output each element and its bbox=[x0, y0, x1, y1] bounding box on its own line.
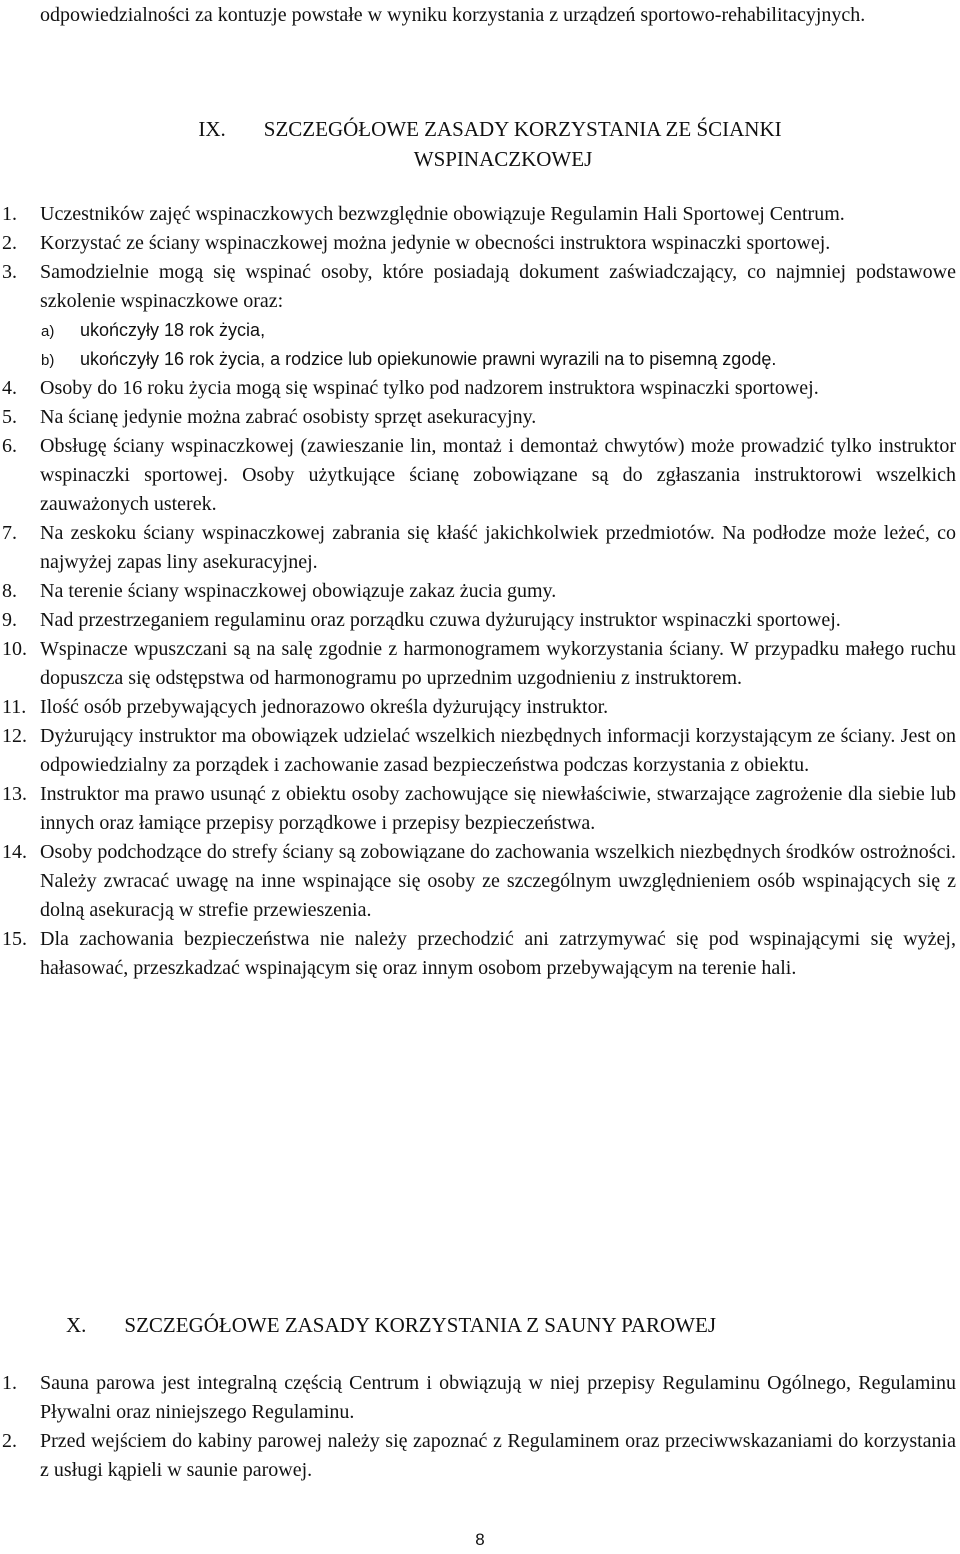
item-number: 15. bbox=[2, 928, 27, 950]
item-number: 8. bbox=[2, 580, 17, 602]
item-text: Uczestników zajęć wspinaczkowych bezwzględnie obowiązuje Regulamin Hali Sportowej Centrum. bbox=[40, 203, 845, 225]
item-number: 5. bbox=[2, 406, 17, 428]
section-9-list bbox=[2, 200, 956, 983]
item-text: Na terenie ściany wspinaczkowej obowiązuje zakaz żucia gumy. bbox=[40, 580, 557, 602]
section-10-list bbox=[2, 1369, 956, 1485]
list-item bbox=[2, 1427, 956, 1485]
list-item bbox=[2, 229, 956, 258]
list-item bbox=[2, 838, 956, 925]
intro-paragraph bbox=[40, 1, 956, 30]
sub-item-letter: a) bbox=[41, 323, 55, 340]
item-number: 10. bbox=[2, 638, 27, 660]
section-9-heading bbox=[100, 114, 880, 174]
section-10-heading bbox=[60, 1310, 920, 1340]
list-item bbox=[2, 403, 956, 432]
item-number: 2. bbox=[2, 232, 17, 254]
item-text: Obsługę ściany wspinaczkowej (zawieszanie lin, montaż i demontaż chwytów) może prowadzić tylko instruktor wspinaczki sportowej. Osoby użytkujące ścianę zobowiązane są do zgłaszania instruktorowi wszelkich zauważonych usterek. bbox=[40, 435, 956, 515]
section-9-number: IX. bbox=[198, 117, 226, 141]
sub-list bbox=[40, 316, 956, 374]
intro-text: odpowiedzialności za kontuzje powstałe w wyniku korzystania z urządzeń sportowo-rehabilitacyjnych. bbox=[40, 4, 866, 26]
item-number: 12. bbox=[2, 725, 27, 747]
sub-list-item bbox=[41, 316, 956, 345]
item-text: Ilość osób przebywających jednorazowo określa dyżurujący instruktor. bbox=[40, 696, 609, 718]
page-number: 8 bbox=[475, 1530, 485, 1549]
item-number: 2. bbox=[2, 1430, 17, 1452]
item-number: 9. bbox=[2, 609, 17, 631]
list-item bbox=[2, 519, 956, 577]
item-text: Wspinacze wpuszczani są na salę zgodnie z harmonogramem wykorzystania ściany. W przypadku małego ruchu dopuszcza się odstępstwa od harmonogramu po uprzednim uzgodnieniu z instruktorem. bbox=[40, 638, 956, 689]
list-item bbox=[2, 577, 956, 606]
item-number: 7. bbox=[2, 522, 17, 544]
item-number: 3. bbox=[2, 261, 17, 283]
item-text: Przed wejściem do kabiny parowej należy się zapoznać z Regulaminem oraz przeciwwskazaniami do korzystania z usługi kąpieli w saunie parowej. bbox=[40, 1430, 956, 1481]
item-number: 13. bbox=[2, 783, 27, 805]
item-number: 1. bbox=[2, 203, 17, 225]
item-text: Osoby podchodzące do strefy ściany są zobowiązane do zachowania wszelkich niezbędnych środków ostrożności. Należy zwracać uwagę na inne wspinające się osoby ze szczególnym uwzględnieniem osób wspinających się z dolną asekuracją w strefie przewieszenia. bbox=[40, 841, 956, 921]
list-item bbox=[2, 1369, 956, 1427]
list-item bbox=[2, 925, 956, 983]
item-text: Na ścianę jedynie można zabrać osobisty sprzęt asekuracyjny. bbox=[40, 406, 537, 428]
list-item bbox=[2, 635, 956, 693]
item-number: 6. bbox=[2, 435, 17, 457]
section-9-title-line2: WSPINACZKOWEJ bbox=[413, 147, 593, 171]
list-item bbox=[2, 722, 956, 780]
item-text: Instruktor ma prawo usunąć z obiektu osoby zachowujące się niewłaściwie, stwarzające zagrożenie dla siebie lub innych oraz łamiące przepisy porządkowe i przepisy bezpieczeństwa. bbox=[40, 783, 956, 834]
sub-item-letter: b) bbox=[41, 352, 55, 369]
item-text: Dyżurujący instruktor ma obowiązek udzielać wszelkich niezbędnych informacji korzystającym ze ściany. Jest on odpowiedzialny za porządek i zachowanie zasad bezpieczeństwa podczas korzystania z obiektu. bbox=[40, 725, 956, 776]
list-item bbox=[2, 374, 956, 403]
section-10-number: X. bbox=[66, 1313, 87, 1337]
list-item bbox=[2, 780, 956, 838]
item-text: Samodzielnie mogą się wspinać osoby, które posiadają dokument zaświadczający, co najmniej podstawowe szkolenie wspinaczkowe oraz: bbox=[40, 261, 956, 312]
item-text: Dla zachowania bezpieczeństwa nie należy przechodzić ani zatrzymywać się pod wspinającymi się wyżej, hałasować, przeszkadzać wspinającym się oraz innym osobom przebywającym na terenie hali. bbox=[40, 928, 956, 979]
item-number: 4. bbox=[2, 377, 17, 399]
item-text: Korzystać ze ściany wspinaczkowej można jedynie w obecności instruktora wspinaczki sportowej. bbox=[40, 232, 831, 254]
list-item bbox=[2, 606, 956, 635]
list-item bbox=[2, 693, 956, 722]
list-item bbox=[2, 432, 956, 519]
section-9-title-line1: SZCZEGÓŁOWE ZASADY KORZYSTANIA ZE ŚCIANKI bbox=[263, 117, 782, 141]
sub-item-text: ukończyły 18 rok życia, bbox=[80, 320, 266, 340]
list-item bbox=[2, 200, 956, 229]
item-text: Na zeskoku ściany wspinaczkowej zabrania się kłaść jakichkolwiek przedmiotów. Na podłodze może leżeć, co najwyżej zapas liny asekuracyjnej. bbox=[40, 522, 956, 573]
item-text: Sauna parowa jest integralną częścią Centrum i obwiązują w niej przepisy Regulaminu Ogólnego, Regulaminu Pływalni oraz niniejszego Regulaminu. bbox=[40, 1372, 956, 1423]
section-10-title: SZCZEGÓŁOWE ZASADY KORZYSTANIA Z SAUNY PAROWEJ bbox=[124, 1313, 716, 1337]
list-item bbox=[2, 258, 956, 374]
sub-list-item bbox=[41, 345, 956, 374]
sub-item-text: ukończyły 16 rok życia, a rodzice lub opiekunowie prawni wyrazili na to pisemną zgodę. bbox=[80, 349, 777, 369]
section-9-heading-line1 bbox=[100, 114, 880, 144]
item-number: 14. bbox=[2, 841, 27, 863]
item-number: 11. bbox=[2, 696, 27, 718]
item-number: 1. bbox=[2, 1372, 17, 1394]
item-text: Osoby do 16 roku życia mogą się wspinać tylko pod nadzorem instruktora wspinaczki sportowej. bbox=[40, 377, 819, 399]
item-text: Nad przestrzeganiem regulaminu oraz porządku czuwa dyżurujący instruktor wspinaczki sportowej. bbox=[40, 609, 841, 631]
